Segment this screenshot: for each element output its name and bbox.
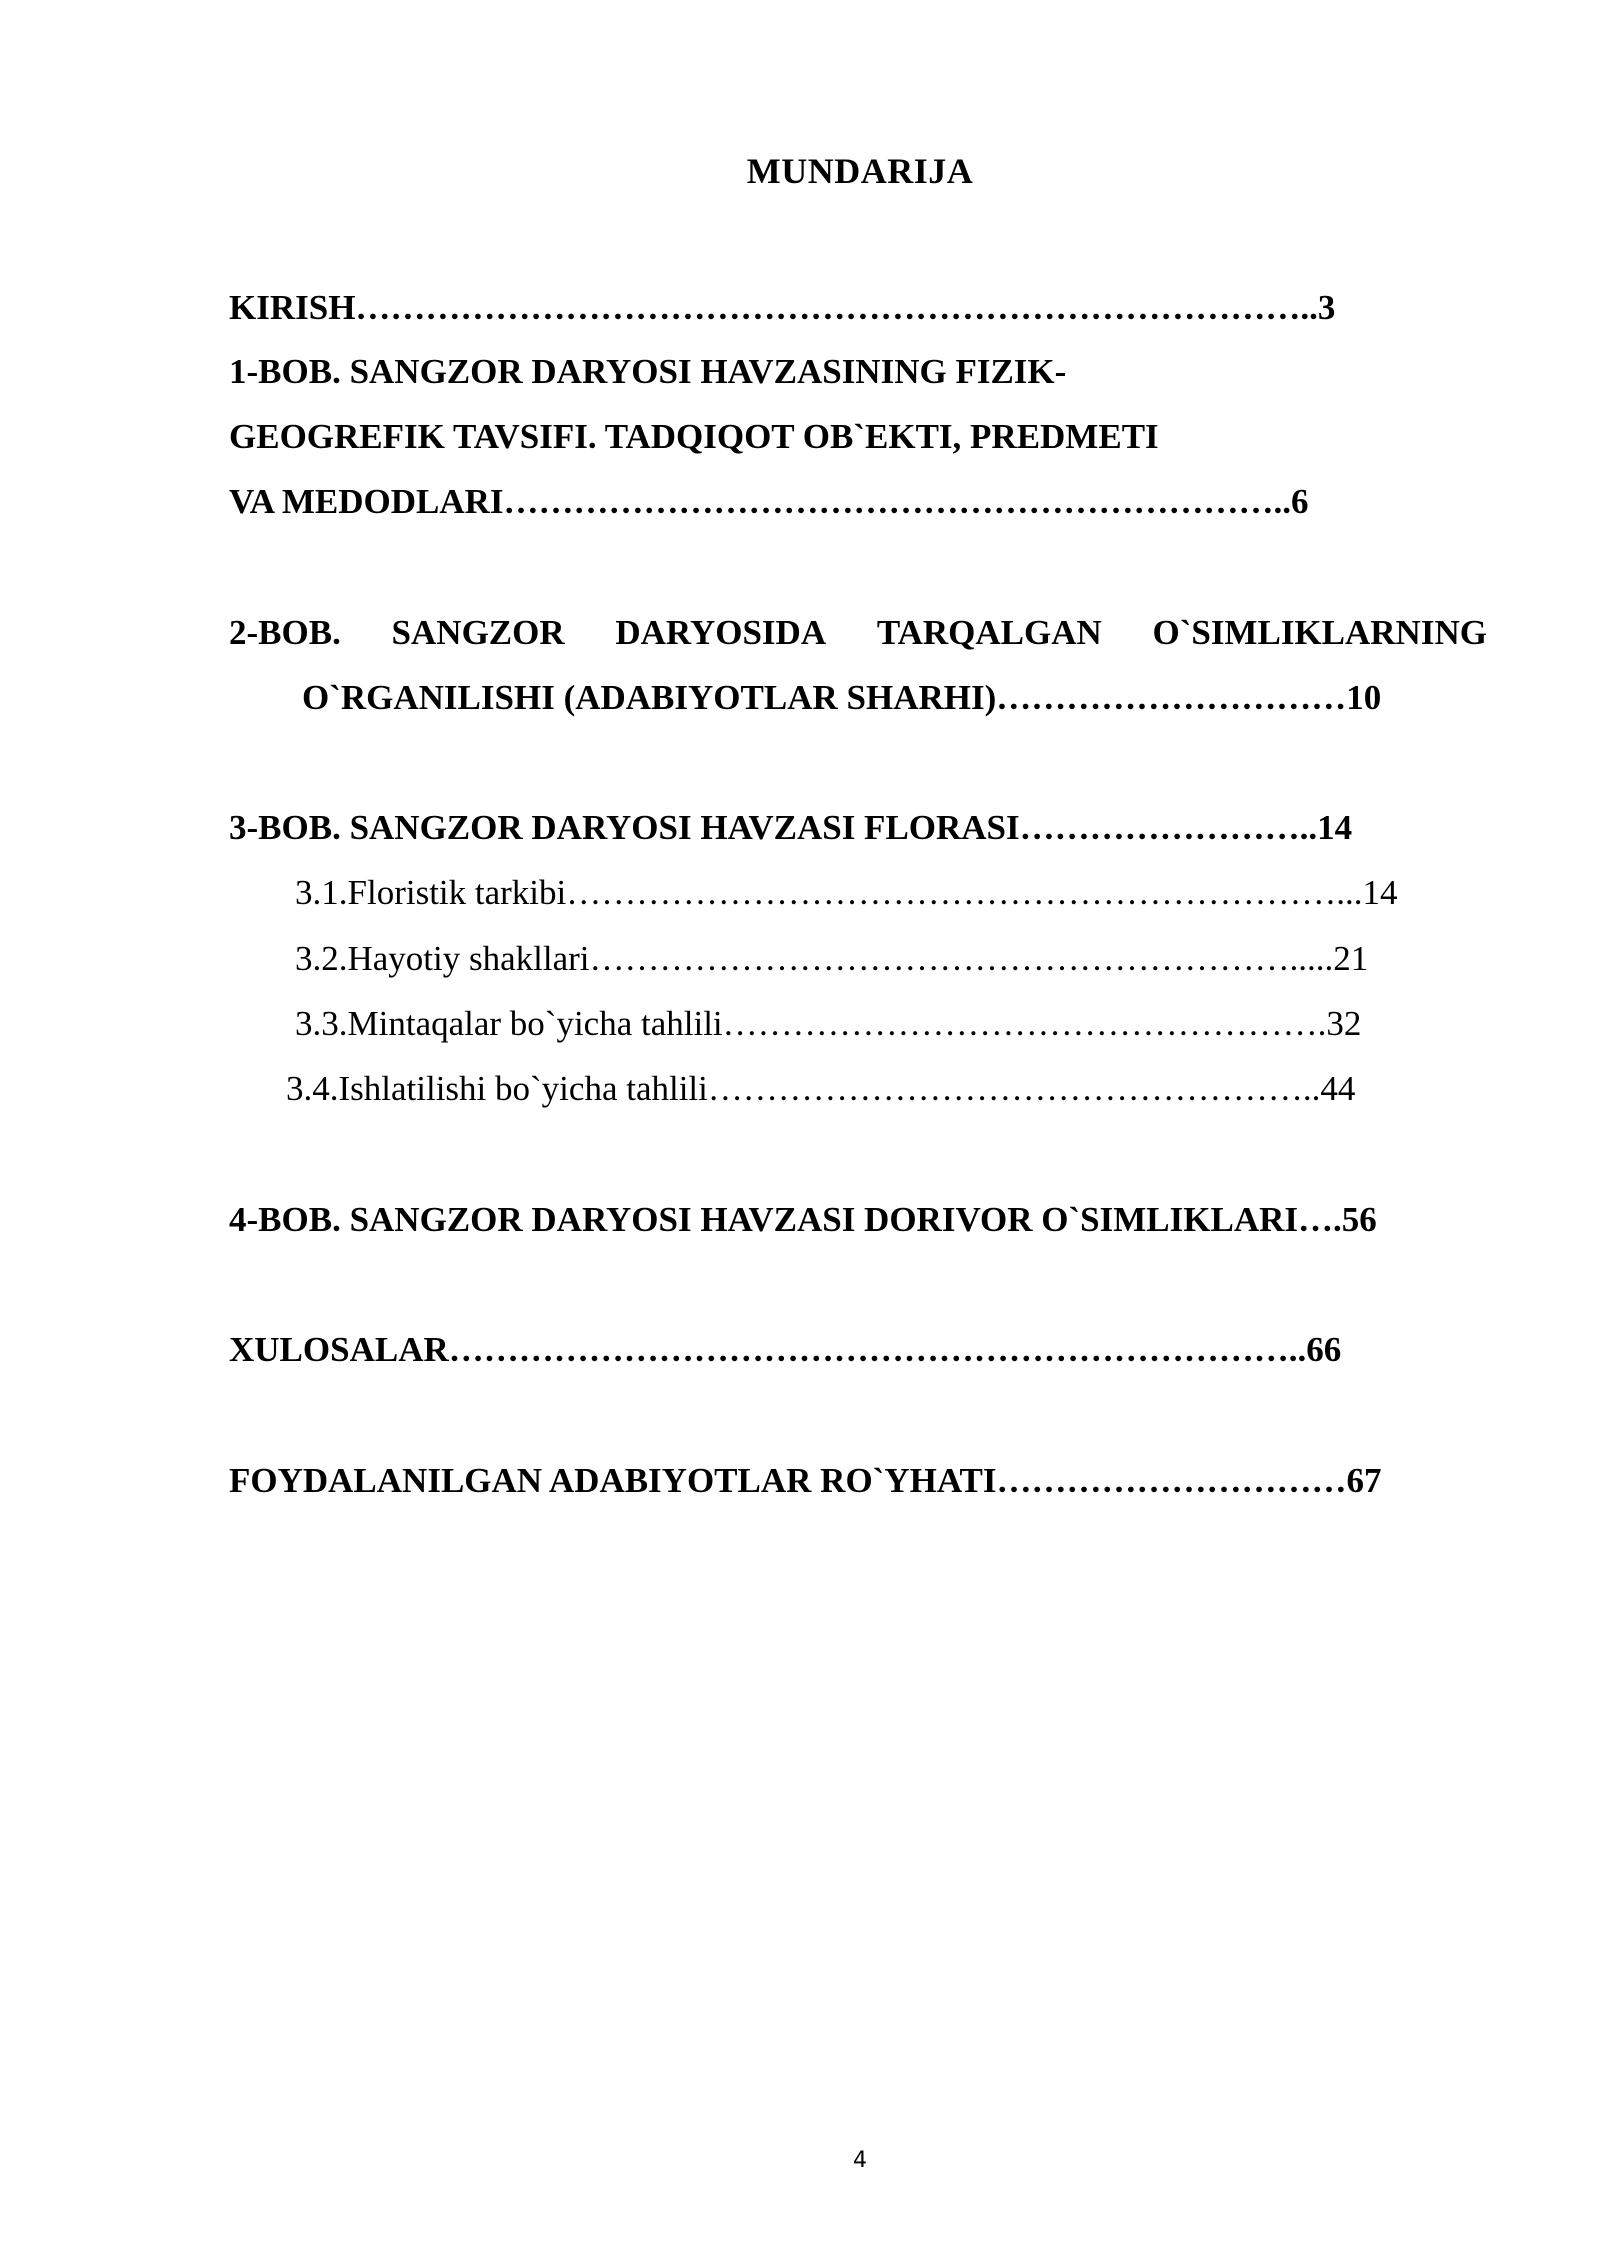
toc-word: O`SIMLIKLARNING bbox=[1152, 613, 1487, 652]
toc-entry-section-3-4: 3.4.Ishlatilishi bo`yicha tahlili……………………………………………..44 bbox=[286, 1069, 1356, 1108]
toc-entry-section-3-1: 3.1.Floristik tarkibi…………………………………………………………...14 bbox=[295, 873, 1398, 912]
toc-entry-references: FOYDALANILGAN ADABIYOTLAR RO`YHATI…………………………67 bbox=[229, 1461, 1382, 1500]
toc-entry-chapter-1-line-3: VA MEDODLARI…………………………………………………………..6 bbox=[229, 482, 1309, 521]
toc-entry-section-3-3: 3.3.Mintaqalar bo`yicha tahlili…………………………………………….32 bbox=[295, 1004, 1362, 1043]
toc-entry-chapter-4: 4-BOB. SANGZOR DARYOSI HAVZASI DORIVOR O`SIMLIKLARI….56 bbox=[229, 1200, 1377, 1239]
toc-word: 2-BOB. bbox=[229, 613, 341, 652]
toc-entry-chapter-2-line-1 bbox=[229, 611, 1487, 655]
toc-entry-chapter-3: 3-BOB. SANGZOR DARYOSI HAVZASI FLORASI……………………..14 bbox=[229, 808, 1353, 847]
page-title: MUNDARIJA bbox=[746, 151, 974, 191]
toc-word: TARQALGAN bbox=[876, 613, 1102, 652]
toc-entry-chapter-1-line-1: 1-BOB. SANGZOR DARYOSI HAVZASINING FIZIK- bbox=[229, 352, 1067, 391]
toc-word: DARYOSIDA bbox=[615, 613, 827, 652]
toc-entry-section-3-2: 3.2.Hayotiy shakllari…………………………………………………….....21 bbox=[295, 939, 1369, 978]
toc-entry-chapter-2-line-2: O`RGANILISHI (ADABIYOTLAR SHARHI)…………………………10 bbox=[302, 678, 1382, 717]
toc-entry-xulosalar: XULOSALAR………………………………………………………………..66 bbox=[229, 1330, 1342, 1369]
toc-entry-chapter-1-line-2: GEOGREFIK TAVSIFI. TADQIQOT OB`EKTI, PREDMETI bbox=[229, 417, 1159, 456]
toc-word: SANGZOR bbox=[391, 613, 565, 652]
page-number: 4 bbox=[853, 2148, 867, 2173]
toc-entry-kirish: KIRISH………………………………………………………………………..3 bbox=[229, 288, 1336, 327]
